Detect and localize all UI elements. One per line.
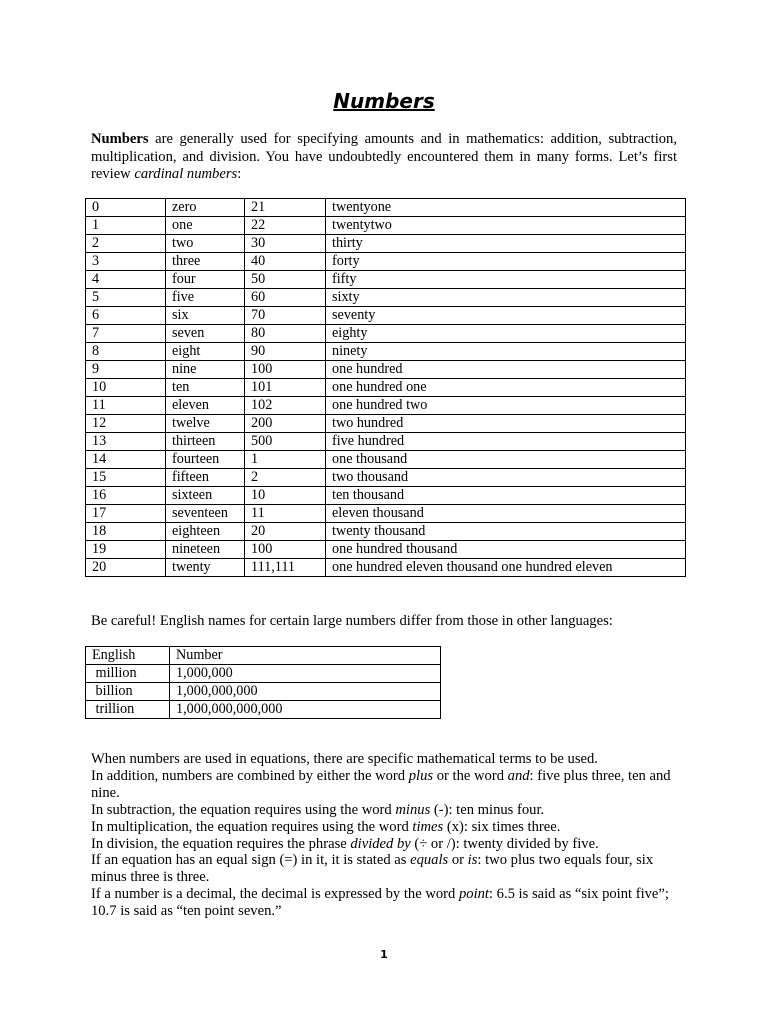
table-cell: 70	[245, 307, 326, 325]
table-cell: one hundred two	[326, 397, 686, 415]
table-cell: 50	[245, 271, 326, 289]
table-row	[86, 235, 686, 253]
term-text: If a number is a decimal, the decimal is expressed by the word	[91, 886, 459, 903]
table-cell: five hundred	[326, 433, 686, 451]
table-cell: 17	[86, 505, 166, 523]
term-paragraph	[91, 886, 677, 920]
table-cell: 5	[86, 289, 166, 307]
table-cell: one hundred	[326, 361, 686, 379]
table-cell: one hundred eleven thousand one hundred eleven	[326, 559, 686, 577]
table-row	[86, 665, 441, 683]
table-cell: 7	[86, 325, 166, 343]
cardinal-numbers-table	[85, 198, 686, 577]
table-cell: 8	[86, 343, 166, 361]
table-row	[86, 217, 686, 235]
table-cell: 10	[245, 487, 326, 505]
table-cell: fifty	[326, 271, 686, 289]
warning-text: Be careful! English names for certain large numbers differ from those in other languages:	[91, 613, 613, 629]
table-row	[86, 433, 686, 451]
term-keyword: point	[458, 886, 489, 903]
table-cell: sixteen	[166, 487, 245, 505]
term-paragraph	[91, 751, 677, 768]
table-cell: two	[166, 235, 245, 253]
term-text: If an equation has an equal sign (=) in it, it is stated as	[91, 852, 411, 869]
table-cell: eight	[166, 343, 245, 361]
table-row	[86, 487, 686, 505]
table-cell: 100	[245, 541, 326, 559]
table-cell: 111,111	[245, 559, 326, 577]
table-cell: 30	[245, 235, 326, 253]
table-cell: two hundred	[326, 415, 686, 433]
intro-end: :	[237, 166, 242, 182]
table-cell: 4	[86, 271, 166, 289]
term-paragraph	[91, 802, 677, 819]
table-cell: 1,000,000,000	[170, 683, 441, 701]
term-text: (x): six times three.	[443, 818, 561, 835]
table-row	[86, 271, 686, 289]
table-cell: 14	[86, 451, 166, 469]
table-cell: 1,000,000,000,000	[170, 701, 441, 719]
table-cell: 101	[245, 379, 326, 397]
table-cell: nineteen	[166, 541, 245, 559]
table-cell: four	[166, 271, 245, 289]
table-cell: thirty	[326, 235, 686, 253]
table-cell: seven	[166, 325, 245, 343]
table-row	[86, 559, 686, 577]
table-cell: fourteen	[166, 451, 245, 469]
table-cell: 19	[86, 541, 166, 559]
table-cell: fifteen	[166, 469, 245, 487]
term-paragraph	[91, 836, 677, 853]
table-cell: nine	[166, 361, 245, 379]
table-cell: 3	[86, 253, 166, 271]
intro-text: are generally used for specifying amounts and in mathematics: addition, subtraction, multiplication, and division. You have undoubtedly encountered them in many forms. Let’s first review	[91, 131, 677, 182]
table-cell: one hundred one	[326, 379, 686, 397]
table-header-cell: English	[86, 647, 170, 665]
table-row	[86, 469, 686, 487]
table-cell: billion	[86, 683, 170, 701]
table-cell: 90	[245, 343, 326, 361]
table-header-cell: Number	[170, 647, 441, 665]
table-row	[86, 523, 686, 541]
table-cell: 12	[86, 415, 166, 433]
table-cell: 6	[86, 307, 166, 325]
intro-bold-word: Numbers	[91, 131, 149, 147]
table-row	[86, 415, 686, 433]
term-text: : two plus two equals four, six minus three is three.	[91, 852, 654, 886]
table-cell: 9	[86, 361, 166, 379]
table-cell: eleven	[166, 397, 245, 415]
term-paragraph	[91, 852, 677, 886]
table-cell: twelve	[166, 415, 245, 433]
term-paragraph	[91, 819, 677, 836]
table-row	[86, 451, 686, 469]
table-cell: thirteen	[166, 433, 245, 451]
table-cell: eighteen	[166, 523, 245, 541]
intro-paragraph	[91, 131, 677, 184]
table-cell: one hundred thousand	[326, 541, 686, 559]
math-terms-section	[91, 751, 677, 920]
table-cell: trillion	[86, 701, 170, 719]
page-title: Numbers	[333, 89, 435, 113]
term-text: In division, the equation requires the phrase	[91, 835, 351, 852]
table-cell: 21	[245, 199, 326, 217]
table-cell: 2	[86, 235, 166, 253]
table-cell: two thousand	[326, 469, 686, 487]
table-cell: twenty	[166, 559, 245, 577]
table-cell: 18	[86, 523, 166, 541]
term-text: : five plus three, ten and nine.	[91, 767, 671, 801]
table-row	[86, 683, 441, 701]
table-row	[86, 253, 686, 271]
term-text: or	[448, 852, 468, 869]
intro-italic: cardinal numbers	[134, 166, 238, 182]
table-cell: 11	[86, 397, 166, 415]
table-cell: 10	[86, 379, 166, 397]
table-cell: seventeen	[166, 505, 245, 523]
table-cell: 2	[245, 469, 326, 487]
table-cell: 13	[86, 433, 166, 451]
table-row	[86, 289, 686, 307]
table-cell: 1	[86, 217, 166, 235]
page-number: 1	[380, 948, 388, 961]
table-cell: 20	[245, 523, 326, 541]
term-text: In subtraction, the equation requires using the word	[91, 801, 396, 818]
table-cell: 11	[245, 505, 326, 523]
table-cell: one thousand	[326, 451, 686, 469]
table-cell: forty	[326, 253, 686, 271]
term-keyword: is	[467, 852, 478, 869]
table-row	[86, 343, 686, 361]
table-cell: one	[166, 217, 245, 235]
table-cell: eighty	[326, 325, 686, 343]
table-row	[86, 505, 686, 523]
table-cell: twentyone	[326, 199, 686, 217]
table-cell: twenty thousand	[326, 523, 686, 541]
table-cell: five	[166, 289, 245, 307]
table-cell: 60	[245, 289, 326, 307]
table-cell: 16	[86, 487, 166, 505]
term-text: In multiplication, the equation requires using the word	[91, 818, 413, 835]
term-text: (÷ or /): twenty divided by five.	[410, 835, 599, 852]
term-paragraph	[91, 768, 677, 802]
table-cell: ninety	[326, 343, 686, 361]
table-row	[86, 199, 686, 217]
table-cell: ten thousand	[326, 487, 686, 505]
term-keyword: divided by	[350, 835, 411, 852]
table-cell: ten	[166, 379, 245, 397]
term-text: or the word	[433, 767, 508, 784]
table-cell: 500	[245, 433, 326, 451]
table-cell: eleven thousand	[326, 505, 686, 523]
term-keyword: plus	[408, 767, 434, 784]
table-cell: 0	[86, 199, 166, 217]
term-text: In addition, numbers are combined by either the word	[91, 767, 409, 784]
table-cell: six	[166, 307, 245, 325]
table-cell: 200	[245, 415, 326, 433]
term-keyword: and	[507, 767, 530, 784]
table-cell: zero	[166, 199, 245, 217]
table-cell: 102	[245, 397, 326, 415]
table-cell: sixty	[326, 289, 686, 307]
table-row	[86, 379, 686, 397]
table-row	[86, 361, 686, 379]
table-row	[86, 541, 686, 559]
table-row	[86, 397, 686, 415]
table-cell: three	[166, 253, 245, 271]
table-cell: twentytwo	[326, 217, 686, 235]
term-keyword: minus	[395, 801, 431, 818]
term-keyword: times	[412, 818, 444, 835]
table-cell: 22	[245, 217, 326, 235]
table-cell: 80	[245, 325, 326, 343]
table-row	[86, 307, 686, 325]
table-cell: 20	[86, 559, 166, 577]
table-cell: 15	[86, 469, 166, 487]
table-header-row	[86, 647, 441, 665]
table-cell: 100	[245, 361, 326, 379]
table-cell: million	[86, 665, 170, 683]
table-cell: 1	[245, 451, 326, 469]
term-text: (-): ten minus four.	[430, 801, 545, 818]
table-cell: 1,000,000	[170, 665, 441, 683]
table-cell: seventy	[326, 307, 686, 325]
table-cell: 40	[245, 253, 326, 271]
term-text: : 6.5 is said as “six point five”; 10.7 is said as “ten point seven.”	[91, 886, 669, 920]
term-text: When numbers are used in equations, there are specific mathematical terms to be used.	[91, 751, 598, 767]
large-numbers-table	[85, 646, 441, 719]
table-row	[86, 325, 686, 343]
term-keyword: equals	[410, 852, 449, 869]
table-row	[86, 701, 441, 719]
